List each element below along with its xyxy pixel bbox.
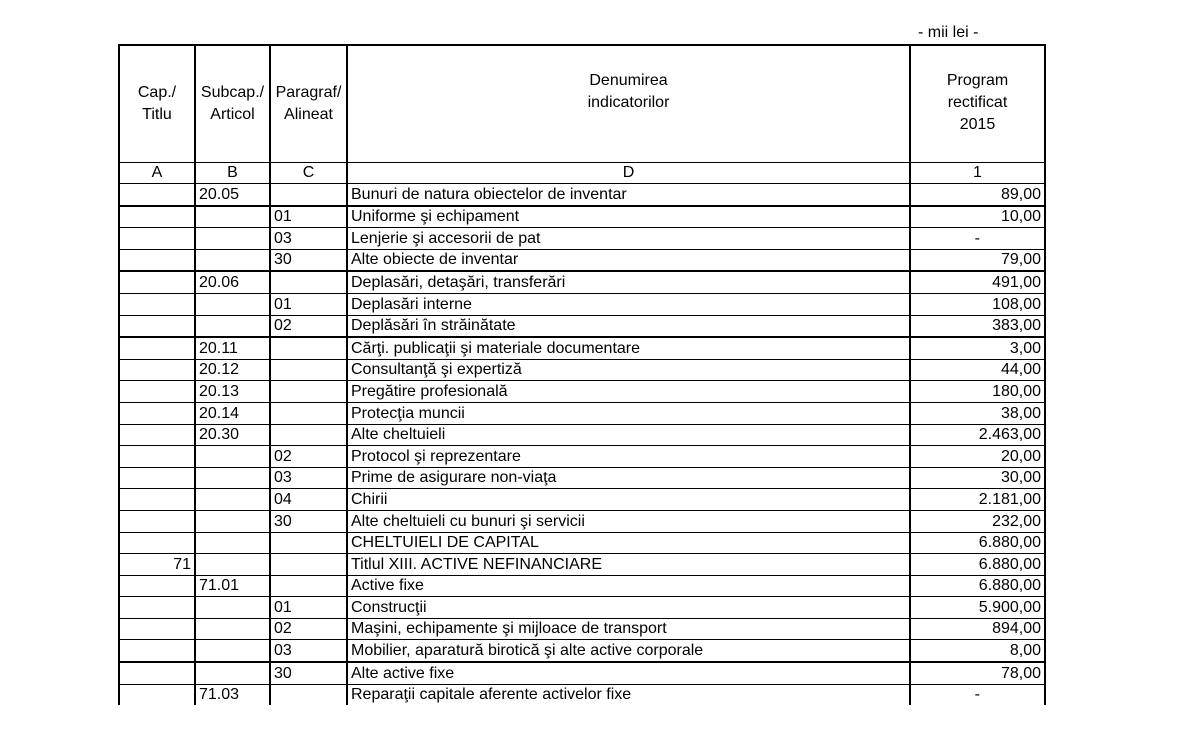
indicator-name-cell: CHELTUIELI DE CAPITAL	[347, 532, 910, 554]
cap-titlu-cell	[119, 575, 195, 597]
table-row	[119, 684, 1045, 705]
subcap-articol-cell	[195, 597, 270, 619]
subcap-articol-cell	[195, 640, 270, 662]
letter-b: B	[195, 163, 270, 184]
subcap-articol-cell	[195, 228, 270, 250]
program-value-cell: 79,00	[910, 249, 1045, 271]
subcap-articol-cell	[195, 489, 270, 511]
program-value-cell: 78,00	[910, 662, 1045, 684]
cap-titlu-cell	[119, 315, 195, 337]
indicator-name-cell: Alte obiecte de inventar	[347, 249, 910, 271]
indicator-name-cell: Protecţia muncii	[347, 402, 910, 424]
table-row	[119, 271, 1045, 293]
cap-titlu-cell	[119, 206, 195, 228]
paragraf-alineat-cell	[270, 402, 347, 424]
table-row	[119, 597, 1045, 619]
cap-titlu-cell	[119, 446, 195, 468]
subcap-articol-cell	[195, 206, 270, 228]
cap-titlu-cell	[119, 662, 195, 684]
subcap-articol-cell	[195, 249, 270, 271]
paragraf-alineat-cell	[270, 337, 347, 359]
table-row	[119, 206, 1045, 228]
indicator-name-cell: Alte active fixe	[347, 662, 910, 684]
letter-d: D	[347, 163, 910, 184]
cap-titlu-cell	[119, 467, 195, 489]
subcap-articol-cell: 20.06	[195, 271, 270, 293]
cap-titlu-cell	[119, 510, 195, 532]
unit-label: - mii lei -	[918, 24, 979, 41]
paragraf-alineat-cell	[270, 684, 347, 705]
indicator-name-cell: Protocol şi reprezentare	[347, 446, 910, 468]
paragraf-alineat-cell: 01	[270, 206, 347, 228]
subcap-articol-cell	[195, 510, 270, 532]
subcap-articol-cell: 71.03	[195, 684, 270, 705]
program-value-cell: 10,00	[910, 206, 1045, 228]
paragraf-alineat-cell: 02	[270, 618, 347, 640]
header-row	[119, 45, 1045, 163]
paragraf-alineat-cell	[270, 554, 347, 576]
subcap-articol-cell	[195, 662, 270, 684]
table-row	[119, 489, 1045, 511]
subcap-articol-cell: 20.12	[195, 359, 270, 381]
paragraf-alineat-cell: 03	[270, 640, 347, 662]
indicator-name-cell: Deplăsări în străinătate	[347, 315, 910, 337]
header-cap-titlu: Cap./ Titlu	[119, 45, 195, 163]
cap-titlu-cell	[119, 271, 195, 293]
table-row	[119, 532, 1045, 554]
table-row	[119, 575, 1045, 597]
paragraf-alineat-cell: 01	[270, 597, 347, 619]
cap-titlu-cell	[119, 249, 195, 271]
table-body	[119, 184, 1045, 706]
paragraf-alineat-cell: 30	[270, 249, 347, 271]
paragraf-alineat-cell: 30	[270, 510, 347, 532]
paragraf-alineat-cell: 30	[270, 662, 347, 684]
program-value-cell: 89,00	[910, 184, 1045, 206]
cap-titlu-cell	[119, 402, 195, 424]
cap-titlu-cell	[119, 424, 195, 446]
cap-titlu-cell	[119, 184, 195, 206]
program-value-cell: 44,00	[910, 359, 1045, 381]
program-value-cell: -	[910, 684, 1045, 705]
indicator-name-cell: Maşini, echipamente şi mijloace de transport	[347, 618, 910, 640]
table-row	[119, 554, 1045, 576]
subcap-articol-cell: 20.30	[195, 424, 270, 446]
header-paragraf-alineat: Paragraf/ Alineat	[270, 45, 347, 163]
paragraf-alineat-cell: 03	[270, 228, 347, 250]
table-row	[119, 359, 1045, 381]
table-row	[119, 662, 1045, 684]
letter-a: A	[119, 163, 195, 184]
program-value-cell: 180,00	[910, 381, 1045, 403]
indicator-name-cell: Pregătire profesională	[347, 381, 910, 403]
subcap-articol-cell	[195, 532, 270, 554]
header-subcap-articol: Subcap./ Articol	[195, 45, 270, 163]
indicator-name-cell: Deplasări, detaşări, transferări	[347, 271, 910, 293]
table-row	[119, 381, 1045, 403]
indicator-name-cell: Construcţii	[347, 597, 910, 619]
paragraf-alineat-cell	[270, 271, 347, 293]
paragraf-alineat-cell: 04	[270, 489, 347, 511]
paragraf-alineat-cell	[270, 381, 347, 403]
program-value-cell: 3,00	[910, 337, 1045, 359]
indicator-name-cell: Prime de asigurare non-viaţa	[347, 467, 910, 489]
indicator-name-cell: Alte cheltuieli cu bunuri şi servicii	[347, 510, 910, 532]
table-row	[119, 618, 1045, 640]
subcap-articol-cell: 20.05	[195, 184, 270, 206]
program-value-cell: 383,00	[910, 315, 1045, 337]
indicator-name-cell: Cărţi. publicaţii şi materiale documentare	[347, 337, 910, 359]
header-program-rectificat: Program rectificat 2015	[910, 45, 1045, 163]
cap-titlu-cell	[119, 532, 195, 554]
cap-titlu-cell	[119, 293, 195, 315]
paragraf-alineat-cell	[270, 532, 347, 554]
program-value-cell: 894,00	[910, 618, 1045, 640]
cap-titlu-cell: 71	[119, 554, 195, 576]
paragraf-alineat-cell	[270, 424, 347, 446]
program-value-cell: 108,00	[910, 293, 1045, 315]
indicator-name-cell: Lenjerie şi accesorii de pat	[347, 228, 910, 250]
program-value-cell: 491,00	[910, 271, 1045, 293]
cap-titlu-cell	[119, 359, 195, 381]
indicator-name-cell: Chirii	[347, 489, 910, 511]
subcap-articol-cell	[195, 315, 270, 337]
indicator-name-cell: Deplasări interne	[347, 293, 910, 315]
cap-titlu-cell	[119, 489, 195, 511]
table-row	[119, 446, 1045, 468]
subcap-articol-cell	[195, 446, 270, 468]
indicator-name-cell: Alte cheltuieli	[347, 424, 910, 446]
cap-titlu-cell	[119, 618, 195, 640]
letter-1: 1	[910, 163, 1045, 184]
table-row	[119, 402, 1045, 424]
program-value-cell: 30,00	[910, 467, 1045, 489]
program-value-cell: 8,00	[910, 640, 1045, 662]
table-row	[119, 424, 1045, 446]
table-row	[119, 467, 1045, 489]
header-denumirea-indicatorilor: Denumirea indicatorilor	[347, 45, 910, 163]
paragraf-alineat-cell: 01	[270, 293, 347, 315]
cap-titlu-cell	[119, 381, 195, 403]
paragraf-alineat-cell	[270, 575, 347, 597]
program-value-cell: 2.181,00	[910, 489, 1045, 511]
table-row	[119, 228, 1045, 250]
cap-titlu-cell	[119, 597, 195, 619]
subcap-articol-cell: 20.13	[195, 381, 270, 403]
letter-c: C	[270, 163, 347, 184]
table-row	[119, 293, 1045, 315]
table-row	[119, 249, 1045, 271]
letters-row	[119, 163, 1045, 184]
indicator-name-cell: Uniforme şi echipament	[347, 206, 910, 228]
subcap-articol-cell: 20.11	[195, 337, 270, 359]
subcap-articol-cell	[195, 467, 270, 489]
table-row	[119, 640, 1045, 662]
indicator-name-cell: Consultanţă şi expertiză	[347, 359, 910, 381]
table-row	[119, 337, 1045, 359]
cap-titlu-cell	[119, 228, 195, 250]
paragraf-alineat-cell	[270, 184, 347, 206]
paragraf-alineat-cell: 02	[270, 446, 347, 468]
program-value-cell: -	[910, 228, 1045, 250]
indicator-name-cell: Titlul XIII. ACTIVE NEFINANCIARE	[347, 554, 910, 576]
program-value-cell: 6.880,00	[910, 532, 1045, 554]
indicator-name-cell: Active fixe	[347, 575, 910, 597]
subcap-articol-cell	[195, 293, 270, 315]
indicator-name-cell: Reparaţii capitale aferente activelor fixe	[347, 684, 910, 705]
program-value-cell: 232,00	[910, 510, 1045, 532]
cap-titlu-cell	[119, 337, 195, 359]
program-value-cell: 38,00	[910, 402, 1045, 424]
cap-titlu-cell	[119, 684, 195, 705]
table-row	[119, 184, 1045, 206]
program-value-cell: 2.463,00	[910, 424, 1045, 446]
subcap-articol-cell	[195, 554, 270, 576]
program-value-cell: 6.880,00	[910, 554, 1045, 576]
subcap-articol-cell: 20.14	[195, 402, 270, 424]
paragraf-alineat-cell: 03	[270, 467, 347, 489]
program-value-cell: 20,00	[910, 446, 1045, 468]
program-value-cell: 6.880,00	[910, 575, 1045, 597]
budget-table	[118, 44, 1046, 705]
table-row	[119, 510, 1045, 532]
subcap-articol-cell	[195, 618, 270, 640]
indicator-name-cell: Bunuri de natura obiectelor de inventar	[347, 184, 910, 206]
cap-titlu-cell	[119, 640, 195, 662]
table-row	[119, 315, 1045, 337]
paragraf-alineat-cell: 02	[270, 315, 347, 337]
subcap-articol-cell: 71.01	[195, 575, 270, 597]
paragraf-alineat-cell	[270, 359, 347, 381]
indicator-name-cell: Mobilier, aparatură birotică şi alte active corporale	[347, 640, 910, 662]
program-value-cell: 5.900,00	[910, 597, 1045, 619]
